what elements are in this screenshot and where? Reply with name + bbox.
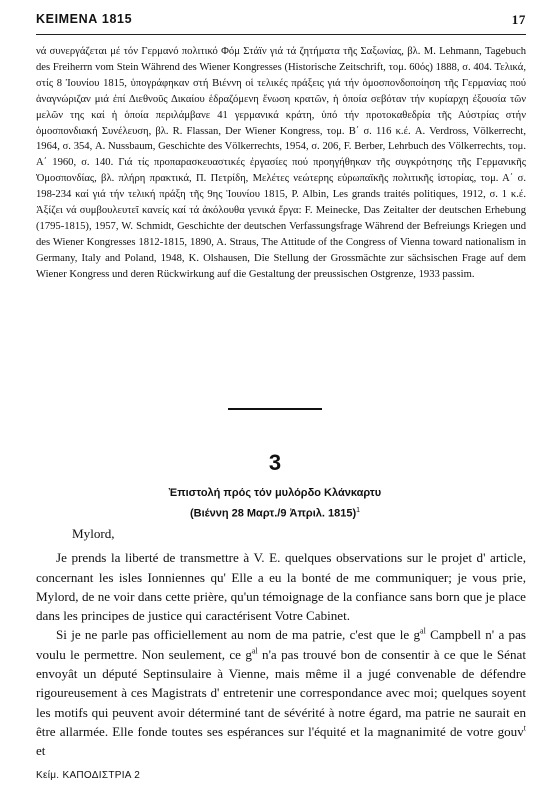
paragraph-2-part-b: Campbell n' a pas voulu le permettre. Non seulement, ce g bbox=[36, 627, 526, 662]
document-title-line2 bbox=[0, 502, 550, 523]
paragraph-2 bbox=[36, 625, 526, 760]
document-date: (Βιέννη 28 Μαρτ./9 Ἀπριλ. 1815) bbox=[189, 507, 357, 520]
document-title-line1: Ἐπιστολή πρός τόν μυλόρδο Κλάνκαρτυ bbox=[168, 487, 382, 499]
title-note-marker: 1 bbox=[356, 507, 361, 514]
footnote-continuation bbox=[36, 44, 526, 283]
abbrev-sup-1: al bbox=[420, 627, 426, 637]
paragraph-2-part-d: et bbox=[36, 743, 46, 759]
footnote-text: νά συνεργάζεται μέ τόν Γερμανό πολιτικό Φόμ Στάϊν γιά τά ζητήματα τῆς Σαξωνίας, βλ. M. Lehmann, Tagebuch des Freiherrn vom Stein Während des Wiener Kongresses (Historische Zeitschrift, τομ. 60ός) 1888, σ. 404. Τελικά, στίς 8 Ἰουνίου 1815, ὑπογράφηκαν στή Βιέννη οἱ τελικές πράξεις γιά τήν ὁμοσπονδοποίηση τῆς Γερμανίας πού ἀναγνώριζαν μιά ἐπί Διεθνοῦς Δικαίου ἑδραζόμενη ἕνωση κρατῶν, ἡ ὁποία σεβόταν τήν κυρίαρχη ἐξουσία τῶν μελῶν της καί ἡ ὁποία περιλάμβανε 41 γερμανικά κράτη, ὑπό τήν προτοκαθεδρία τῆς Αὐστρίας στήν ὁμοσπονδιακή Συνέλευση, βλ. R. Flassan, Der Wiener Kongress, τομ. Β΄ σ. 116 κ.έ. A. Verdross, Völkerrecht, 1964, σ. 354, A. Nussbaum, Geschichte des Völkerrechts, 1954, σ. 206, F. Berber, Lehrbuch des Völkerrechts, τομ. Α΄ 1960, σ. 140. Γιά τίς προπαρασκευαστικές ἐργασίες πού προηγήθηκαν τῆς συγκρότησης τῆς Γερμανικῆς Ὁμοσπονδίας, βλ. πλήρη πρακτικά, Π. Πετρίδη, Μελέτες νεώτερης εὐρωπαϊκῆς πολιτικῆς ἱστορίας, τομ. Α΄ σ. 198-234 καί γιά τήν τελική πράξη τῆς 9ης Ἰουνίου 1815, P. Albin, Les grands traités politiques, 1912, σ. 1 κ.έ. Ἀξίζει νά συμβουλευτεῖ κανείς καί τά ἀκόλουθα γενικά ἔργα: F. Meinecke, Das Zeitalter der deutschen Erhebung (1795-1815), 1957, W. Schmidt, Geschichte der deutschen Verfassungsfrage Während der Befreiungs Kriegen und des Wiener Kongresses 1812-1815, 1890, A. Straus, The Attitude of the Congress of Vienna toward nationalism in Germany, Italy and Poland, 1948, K. Olshausen, Die Stellung der Grossmächte zur sächsischen Frage auf dem Wiener Kongress und deren Rückwirkung auf die Gestaltung der preussischen Ostgrenze, 1933 passim. bbox=[36, 46, 526, 280]
paragraph-2-part-a: Si je ne parle pas officiellement au nom de ma patrie, c'est que le g bbox=[56, 627, 421, 643]
salutation: Mylord, bbox=[72, 526, 115, 541]
running-header bbox=[36, 12, 526, 30]
paragraph-1: Je prends la liberté de transmettre à V. E. quelques observations sur le projet d' article, concernant les isles Ionniennes qu' Elle a eu la bonté de me communiquer; je vous prie, Mylord, de ne voir dans cette prière, qu'un témoignage de la confiance sans born que je place dans les principes de justice qui caractérisent Votre Cabinet. bbox=[36, 550, 526, 624]
letter-body bbox=[36, 524, 526, 761]
running-title: ΚΕΙΜΕΝΑ 1815 bbox=[36, 12, 133, 26]
abbrev-sup-2: al bbox=[251, 646, 258, 656]
signature-line: Κείμ. ΚΑΠΟΔΙΣΤΡΙΑ 2 bbox=[36, 770, 141, 781]
header-rule bbox=[36, 34, 526, 35]
page-number: 17 bbox=[511, 12, 526, 27]
abbrev-sup-3: t bbox=[523, 723, 526, 733]
document-title bbox=[0, 484, 550, 523]
section-separator bbox=[228, 408, 322, 410]
document-number: 3 bbox=[268, 450, 282, 475]
paragraph-2-part-c: n'a pas trouvé bon de consentir à ce que le Sénat envoyât un député Septinsulaire à Vienne, mais même il a jugé convenable de défendre rigoureusement à ces Magistrats d' entretenir une correspondance avec moi; quelques soyent les motifs qui peuvent avoir déterminé tant de sévérité à notre égard, ma patrie ne saurait en être allarmée. Elle fonde toutes ses espérances sur l'équité et la magnanimité de votre gouv bbox=[36, 646, 526, 739]
